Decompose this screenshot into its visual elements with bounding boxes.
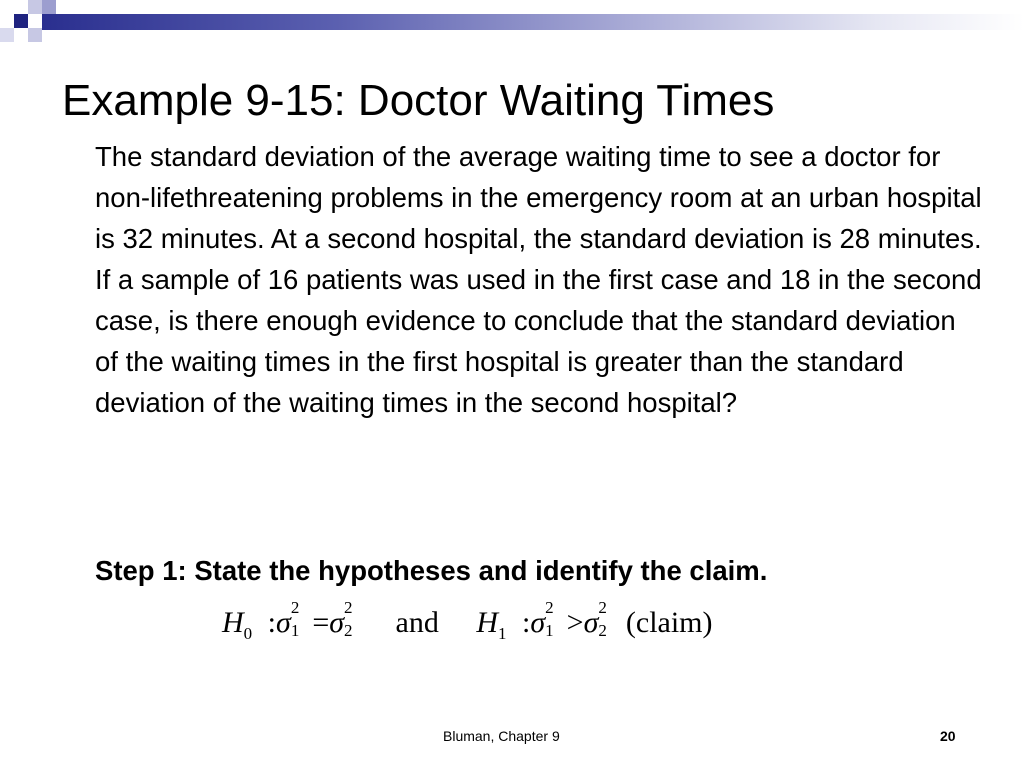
colon: : xyxy=(267,606,277,639)
sigma-1b-scripts: 2 1 xyxy=(545,598,554,640)
hypotheses-equation xyxy=(222,598,862,648)
sigma-1b: σ xyxy=(530,606,546,639)
sigma-2b-scripts: 2 2 xyxy=(598,598,607,640)
sigma-1-scripts: 2 1 xyxy=(290,598,300,640)
slide-title: Example 9-15: Doctor Waiting Times xyxy=(62,76,775,125)
claim-label: (claim) xyxy=(625,606,713,639)
sigma-2: σ xyxy=(329,606,345,639)
page-number: 20 xyxy=(940,728,956,744)
sigma-2-scripts: 2 2 xyxy=(344,598,353,640)
and-word: and xyxy=(395,606,439,639)
decor-square-mid xyxy=(42,0,56,14)
sigma-1: σ xyxy=(276,606,291,639)
decor-square-light xyxy=(0,28,14,42)
h1-symbol: H xyxy=(476,606,499,639)
step-1-heading: Step 1: State the hypotheses and identify the claim. xyxy=(95,555,768,586)
h1-subscript: 1 xyxy=(498,624,507,643)
equals-sign: = xyxy=(312,606,330,639)
h0-subscript: 0 xyxy=(243,624,253,643)
header-gradient-bar xyxy=(42,14,1024,30)
decor-square-light xyxy=(28,0,42,14)
header-decoration xyxy=(0,0,1024,46)
sigma-2b: σ xyxy=(583,606,599,639)
decor-square-navy xyxy=(14,14,28,28)
colon: : xyxy=(522,606,531,639)
greater-than-sign: > xyxy=(566,606,584,639)
decor-square-light xyxy=(28,28,42,42)
problem-statement: The standard deviation of the average waiting time to see a doctor for non-lifethreatening problems in the emergency room at an urban hospital is 32 minutes. At a second hospital, the standard deviation is 28 minutes. If a sample of 16 patients was used in the first case and 18 in the second case, is there enough evidence to conclude that the standard deviation of the waiting times in the first hospital is greater than the standard deviation of the waiting times in the second hospital? xyxy=(95,141,982,418)
h0-symbol: H xyxy=(222,606,244,639)
footer-source: Bluman, Chapter 9 xyxy=(443,728,560,744)
